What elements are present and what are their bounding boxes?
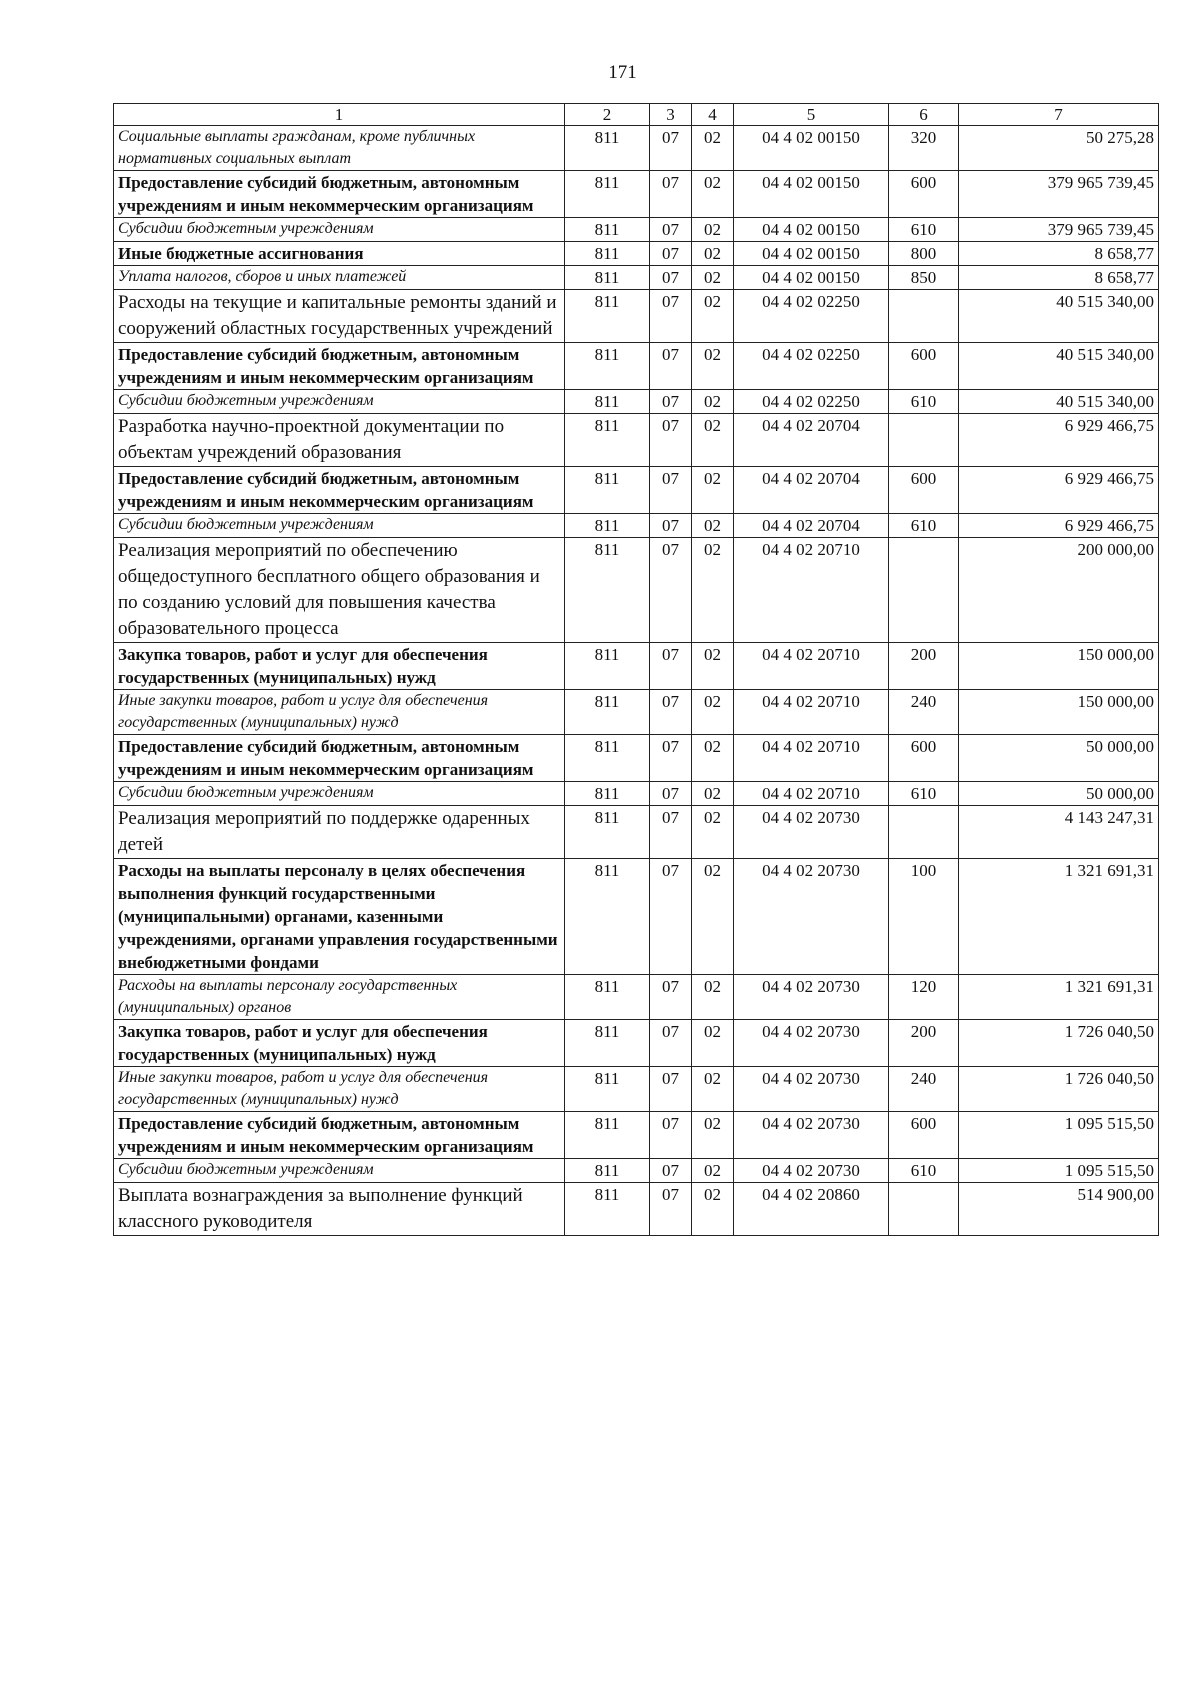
amount-cell: 1 726 040,50 xyxy=(959,1020,1159,1067)
subsection-code-cell: 02 xyxy=(692,806,734,859)
ministry-code-cell: 811 xyxy=(565,171,650,218)
section-code-cell: 07 xyxy=(650,1020,692,1067)
target-article-cell: 04 4 02 02250 xyxy=(734,343,889,390)
subsection-code-cell: 02 xyxy=(692,414,734,467)
subsection-code-cell: 02 xyxy=(692,171,734,218)
section-code-cell: 07 xyxy=(650,690,692,735)
ministry-code-cell: 811 xyxy=(565,538,650,643)
amount-cell: 50 000,00 xyxy=(959,782,1159,806)
target-article-cell: 04 4 02 20730 xyxy=(734,1112,889,1159)
subsection-code-cell: 02 xyxy=(692,782,734,806)
table-row xyxy=(114,859,1159,975)
amount-cell: 514 900,00 xyxy=(959,1183,1159,1236)
row-name-cell: Субсидии бюджетным учреждениям xyxy=(114,390,565,414)
row-name-cell: Субсидии бюджетным учреждениям xyxy=(114,782,565,806)
table-row xyxy=(114,514,1159,538)
section-code-cell: 07 xyxy=(650,1183,692,1236)
row-name-cell: Иные закупки товаров, работ и услуг для обеспечения государственных (муниципальных) нужд xyxy=(114,1067,565,1112)
expense-type-cell: 100 xyxy=(889,859,959,975)
expense-type-cell xyxy=(889,290,959,343)
table-row xyxy=(114,643,1159,690)
subsection-code-cell: 02 xyxy=(692,690,734,735)
section-code-cell: 07 xyxy=(650,467,692,514)
row-name-cell: Субсидии бюджетным учреждениям xyxy=(114,1159,565,1183)
row-name-cell: Субсидии бюджетным учреждениям xyxy=(114,218,565,242)
table-row xyxy=(114,126,1159,171)
subsection-code-cell: 02 xyxy=(692,290,734,343)
section-code-cell: 07 xyxy=(650,975,692,1020)
ministry-code-cell: 811 xyxy=(565,390,650,414)
table-row xyxy=(114,218,1159,242)
subsection-code-cell: 02 xyxy=(692,735,734,782)
section-code-cell: 07 xyxy=(650,1112,692,1159)
amount-cell: 1 321 691,31 xyxy=(959,859,1159,975)
amount-cell: 379 965 739,45 xyxy=(959,171,1159,218)
target-article-cell: 04 4 02 20704 xyxy=(734,414,889,467)
amount-cell: 379 965 739,45 xyxy=(959,218,1159,242)
table-row xyxy=(114,538,1159,643)
amount-cell: 200 000,00 xyxy=(959,538,1159,643)
ministry-code-cell: 811 xyxy=(565,735,650,782)
row-name-cell: Предоставление субсидий бюджетным, автономным учреждениям и иным некоммерческим организациям xyxy=(114,171,565,218)
amount-cell: 40 515 340,00 xyxy=(959,390,1159,414)
amount-cell: 1 095 515,50 xyxy=(959,1159,1159,1183)
row-name-cell: Предоставление субсидий бюджетным, автономным учреждениям и иным некоммерческим организациям xyxy=(114,343,565,390)
target-article-cell: 04 4 02 20710 xyxy=(734,735,889,782)
row-name-cell: Реализация мероприятий по поддержке одаренных детей xyxy=(114,806,565,859)
ministry-code-cell: 811 xyxy=(565,1183,650,1236)
table-row xyxy=(114,343,1159,390)
section-code-cell: 07 xyxy=(650,735,692,782)
target-article-cell: 04 4 02 20704 xyxy=(734,514,889,538)
amount-cell: 8 658,77 xyxy=(959,242,1159,266)
subsection-code-cell: 02 xyxy=(692,266,734,290)
expense-type-cell: 610 xyxy=(889,514,959,538)
section-code-cell: 07 xyxy=(650,266,692,290)
ministry-code-cell: 811 xyxy=(565,1112,650,1159)
amount-cell: 50 275,28 xyxy=(959,126,1159,171)
table-row xyxy=(114,390,1159,414)
target-article-cell: 04 4 02 20710 xyxy=(734,538,889,643)
column-header: 6 xyxy=(889,104,959,126)
section-code-cell: 07 xyxy=(650,218,692,242)
ministry-code-cell: 811 xyxy=(565,242,650,266)
budget-table xyxy=(113,103,1159,1236)
subsection-code-cell: 02 xyxy=(692,1159,734,1183)
target-article-cell: 04 4 02 20730 xyxy=(734,975,889,1020)
section-code-cell: 07 xyxy=(650,1159,692,1183)
table-row xyxy=(114,806,1159,859)
row-name-cell: Расходы на выплаты персоналу государственных (муниципальных) органов xyxy=(114,975,565,1020)
table-row xyxy=(114,414,1159,467)
row-name-cell: Расходы на текущие и капитальные ремонты зданий и сооружений областных государственных учреждений xyxy=(114,290,565,343)
target-article-cell: 04 4 02 00150 xyxy=(734,126,889,171)
expense-type-cell xyxy=(889,806,959,859)
amount-cell: 6 929 466,75 xyxy=(959,514,1159,538)
row-name-cell: Предоставление субсидий бюджетным, автономным учреждениям и иным некоммерческим организациям xyxy=(114,1112,565,1159)
expense-type-cell: 610 xyxy=(889,390,959,414)
column-header: 7 xyxy=(959,104,1159,126)
row-name-cell: Уплата налогов, сборов и иных платежей xyxy=(114,266,565,290)
subsection-code-cell: 02 xyxy=(692,390,734,414)
row-name-cell: Расходы на выплаты персоналу в целях обеспечения выполнения функций государственными (муниципальными) органами, казенными учреждениями, органами управления государственными внебюджетными фондами xyxy=(114,859,565,975)
expense-type-cell xyxy=(889,538,959,643)
row-name-cell: Предоставление субсидий бюджетным, автономным учреждениям и иным некоммерческим организациям xyxy=(114,467,565,514)
subsection-code-cell: 02 xyxy=(692,1112,734,1159)
section-code-cell: 07 xyxy=(650,514,692,538)
ministry-code-cell: 811 xyxy=(565,414,650,467)
table-row xyxy=(114,975,1159,1020)
ministry-code-cell: 811 xyxy=(565,1067,650,1112)
table-row xyxy=(114,1020,1159,1067)
column-header: 1 xyxy=(114,104,565,126)
ministry-code-cell: 811 xyxy=(565,343,650,390)
section-code-cell: 07 xyxy=(650,782,692,806)
target-article-cell: 04 4 02 20730 xyxy=(734,1067,889,1112)
table-row xyxy=(114,266,1159,290)
row-name-cell: Социальные выплаты гражданам, кроме публичных нормативных социальных выплат xyxy=(114,126,565,171)
subsection-code-cell: 02 xyxy=(692,1020,734,1067)
amount-cell: 6 929 466,75 xyxy=(959,467,1159,514)
table-row xyxy=(114,782,1159,806)
target-article-cell: 04 4 02 20704 xyxy=(734,467,889,514)
row-name-cell: Субсидии бюджетным учреждениям xyxy=(114,514,565,538)
amount-cell: 6 929 466,75 xyxy=(959,414,1159,467)
amount-cell: 1 095 515,50 xyxy=(959,1112,1159,1159)
target-article-cell: 04 4 02 00150 xyxy=(734,218,889,242)
table-row xyxy=(114,690,1159,735)
section-code-cell: 07 xyxy=(650,414,692,467)
amount-cell: 8 658,77 xyxy=(959,266,1159,290)
subsection-code-cell: 02 xyxy=(692,343,734,390)
expense-type-cell: 320 xyxy=(889,126,959,171)
ministry-code-cell: 811 xyxy=(565,782,650,806)
ministry-code-cell: 811 xyxy=(565,643,650,690)
target-article-cell: 04 4 02 02250 xyxy=(734,290,889,343)
ministry-code-cell: 811 xyxy=(565,126,650,171)
column-header: 2 xyxy=(565,104,650,126)
expense-type-cell: 850 xyxy=(889,266,959,290)
ministry-code-cell: 811 xyxy=(565,1020,650,1067)
table-row xyxy=(114,1159,1159,1183)
subsection-code-cell: 02 xyxy=(692,218,734,242)
column-header: 4 xyxy=(692,104,734,126)
table-row xyxy=(114,1067,1159,1112)
amount-cell: 4 143 247,31 xyxy=(959,806,1159,859)
subsection-code-cell: 02 xyxy=(692,538,734,643)
row-name-cell: Иные бюджетные ассигнования xyxy=(114,242,565,266)
subsection-code-cell: 02 xyxy=(692,514,734,538)
row-name-cell: Разработка научно-проектной документации по объектам учреждений образования xyxy=(114,414,565,467)
section-code-cell: 07 xyxy=(650,538,692,643)
amount-cell: 40 515 340,00 xyxy=(959,290,1159,343)
row-name-cell: Закупка товаров, работ и услуг для обеспечения государственных (муниципальных) нужд xyxy=(114,1020,565,1067)
subsection-code-cell: 02 xyxy=(692,1183,734,1236)
table-row xyxy=(114,290,1159,343)
row-name-cell: Предоставление субсидий бюджетным, автономным учреждениям и иным некоммерческим организациям xyxy=(114,735,565,782)
subsection-code-cell: 02 xyxy=(692,859,734,975)
expense-type-cell xyxy=(889,1183,959,1236)
subsection-code-cell: 02 xyxy=(692,242,734,266)
subsection-code-cell: 02 xyxy=(692,643,734,690)
expense-type-cell xyxy=(889,414,959,467)
ministry-code-cell: 811 xyxy=(565,290,650,343)
row-name-cell: Закупка товаров, работ и услуг для обеспечения государственных (муниципальных) нужд xyxy=(114,643,565,690)
amount-cell: 150 000,00 xyxy=(959,690,1159,735)
section-code-cell: 07 xyxy=(650,806,692,859)
expense-type-cell: 200 xyxy=(889,643,959,690)
expense-type-cell: 240 xyxy=(889,690,959,735)
expense-type-cell: 200 xyxy=(889,1020,959,1067)
ministry-code-cell: 811 xyxy=(565,1159,650,1183)
amount-cell: 1 726 040,50 xyxy=(959,1067,1159,1112)
row-name-cell: Иные закупки товаров, работ и услуг для обеспечения государственных (муниципальных) нужд xyxy=(114,690,565,735)
table-row xyxy=(114,1112,1159,1159)
section-code-cell: 07 xyxy=(650,171,692,218)
target-article-cell: 04 4 02 20730 xyxy=(734,859,889,975)
target-article-cell: 04 4 02 20710 xyxy=(734,643,889,690)
amount-cell: 50 000,00 xyxy=(959,735,1159,782)
expense-type-cell: 600 xyxy=(889,1112,959,1159)
row-name-cell: Выплата вознаграждения за выполнение функций классного руководителя xyxy=(114,1183,565,1236)
expense-type-cell: 600 xyxy=(889,467,959,514)
section-code-cell: 07 xyxy=(650,290,692,343)
page-number: 171 xyxy=(608,62,637,83)
target-article-cell: 04 4 02 20860 xyxy=(734,1183,889,1236)
expense-type-cell: 240 xyxy=(889,1067,959,1112)
header-row xyxy=(114,104,1159,126)
subsection-code-cell: 02 xyxy=(692,1067,734,1112)
section-code-cell: 07 xyxy=(650,390,692,414)
section-code-cell: 07 xyxy=(650,343,692,390)
ministry-code-cell: 811 xyxy=(565,266,650,290)
amount-cell: 1 321 691,31 xyxy=(959,975,1159,1020)
target-article-cell: 04 4 02 20730 xyxy=(734,1020,889,1067)
ministry-code-cell: 811 xyxy=(565,690,650,735)
table-row xyxy=(114,242,1159,266)
expense-type-cell: 610 xyxy=(889,1159,959,1183)
ministry-code-cell: 811 xyxy=(565,218,650,242)
section-code-cell: 07 xyxy=(650,126,692,171)
ministry-code-cell: 811 xyxy=(565,467,650,514)
section-code-cell: 07 xyxy=(650,242,692,266)
expense-type-cell: 600 xyxy=(889,343,959,390)
expense-type-cell: 120 xyxy=(889,975,959,1020)
ministry-code-cell: 811 xyxy=(565,975,650,1020)
subsection-code-cell: 02 xyxy=(692,126,734,171)
expense-type-cell: 600 xyxy=(889,171,959,218)
expense-type-cell: 610 xyxy=(889,218,959,242)
table-row xyxy=(114,467,1159,514)
target-article-cell: 04 4 02 20710 xyxy=(734,690,889,735)
target-article-cell: 04 4 02 00150 xyxy=(734,242,889,266)
amount-cell: 40 515 340,00 xyxy=(959,343,1159,390)
ministry-code-cell: 811 xyxy=(565,859,650,975)
table-row xyxy=(114,171,1159,218)
row-name-cell: Реализация мероприятий по обеспечению общедоступного бесплатного общего образования и по созданию условий для повышения качества образовательного процесса xyxy=(114,538,565,643)
section-code-cell: 07 xyxy=(650,859,692,975)
target-article-cell: 04 4 02 02250 xyxy=(734,390,889,414)
target-article-cell: 04 4 02 00150 xyxy=(734,266,889,290)
subsection-code-cell: 02 xyxy=(692,467,734,514)
amount-cell: 150 000,00 xyxy=(959,643,1159,690)
target-article-cell: 04 4 02 20730 xyxy=(734,1159,889,1183)
target-article-cell: 04 4 02 20730 xyxy=(734,806,889,859)
subsection-code-cell: 02 xyxy=(692,975,734,1020)
table-row xyxy=(114,735,1159,782)
ministry-code-cell: 811 xyxy=(565,514,650,538)
column-header: 3 xyxy=(650,104,692,126)
target-article-cell: 04 4 02 00150 xyxy=(734,171,889,218)
section-code-cell: 07 xyxy=(650,1067,692,1112)
target-article-cell: 04 4 02 20710 xyxy=(734,782,889,806)
expense-type-cell: 610 xyxy=(889,782,959,806)
column-header: 5 xyxy=(734,104,889,126)
ministry-code-cell: 811 xyxy=(565,806,650,859)
expense-type-cell: 600 xyxy=(889,735,959,782)
expense-type-cell: 800 xyxy=(889,242,959,266)
table-row xyxy=(114,1183,1159,1236)
section-code-cell: 07 xyxy=(650,643,692,690)
